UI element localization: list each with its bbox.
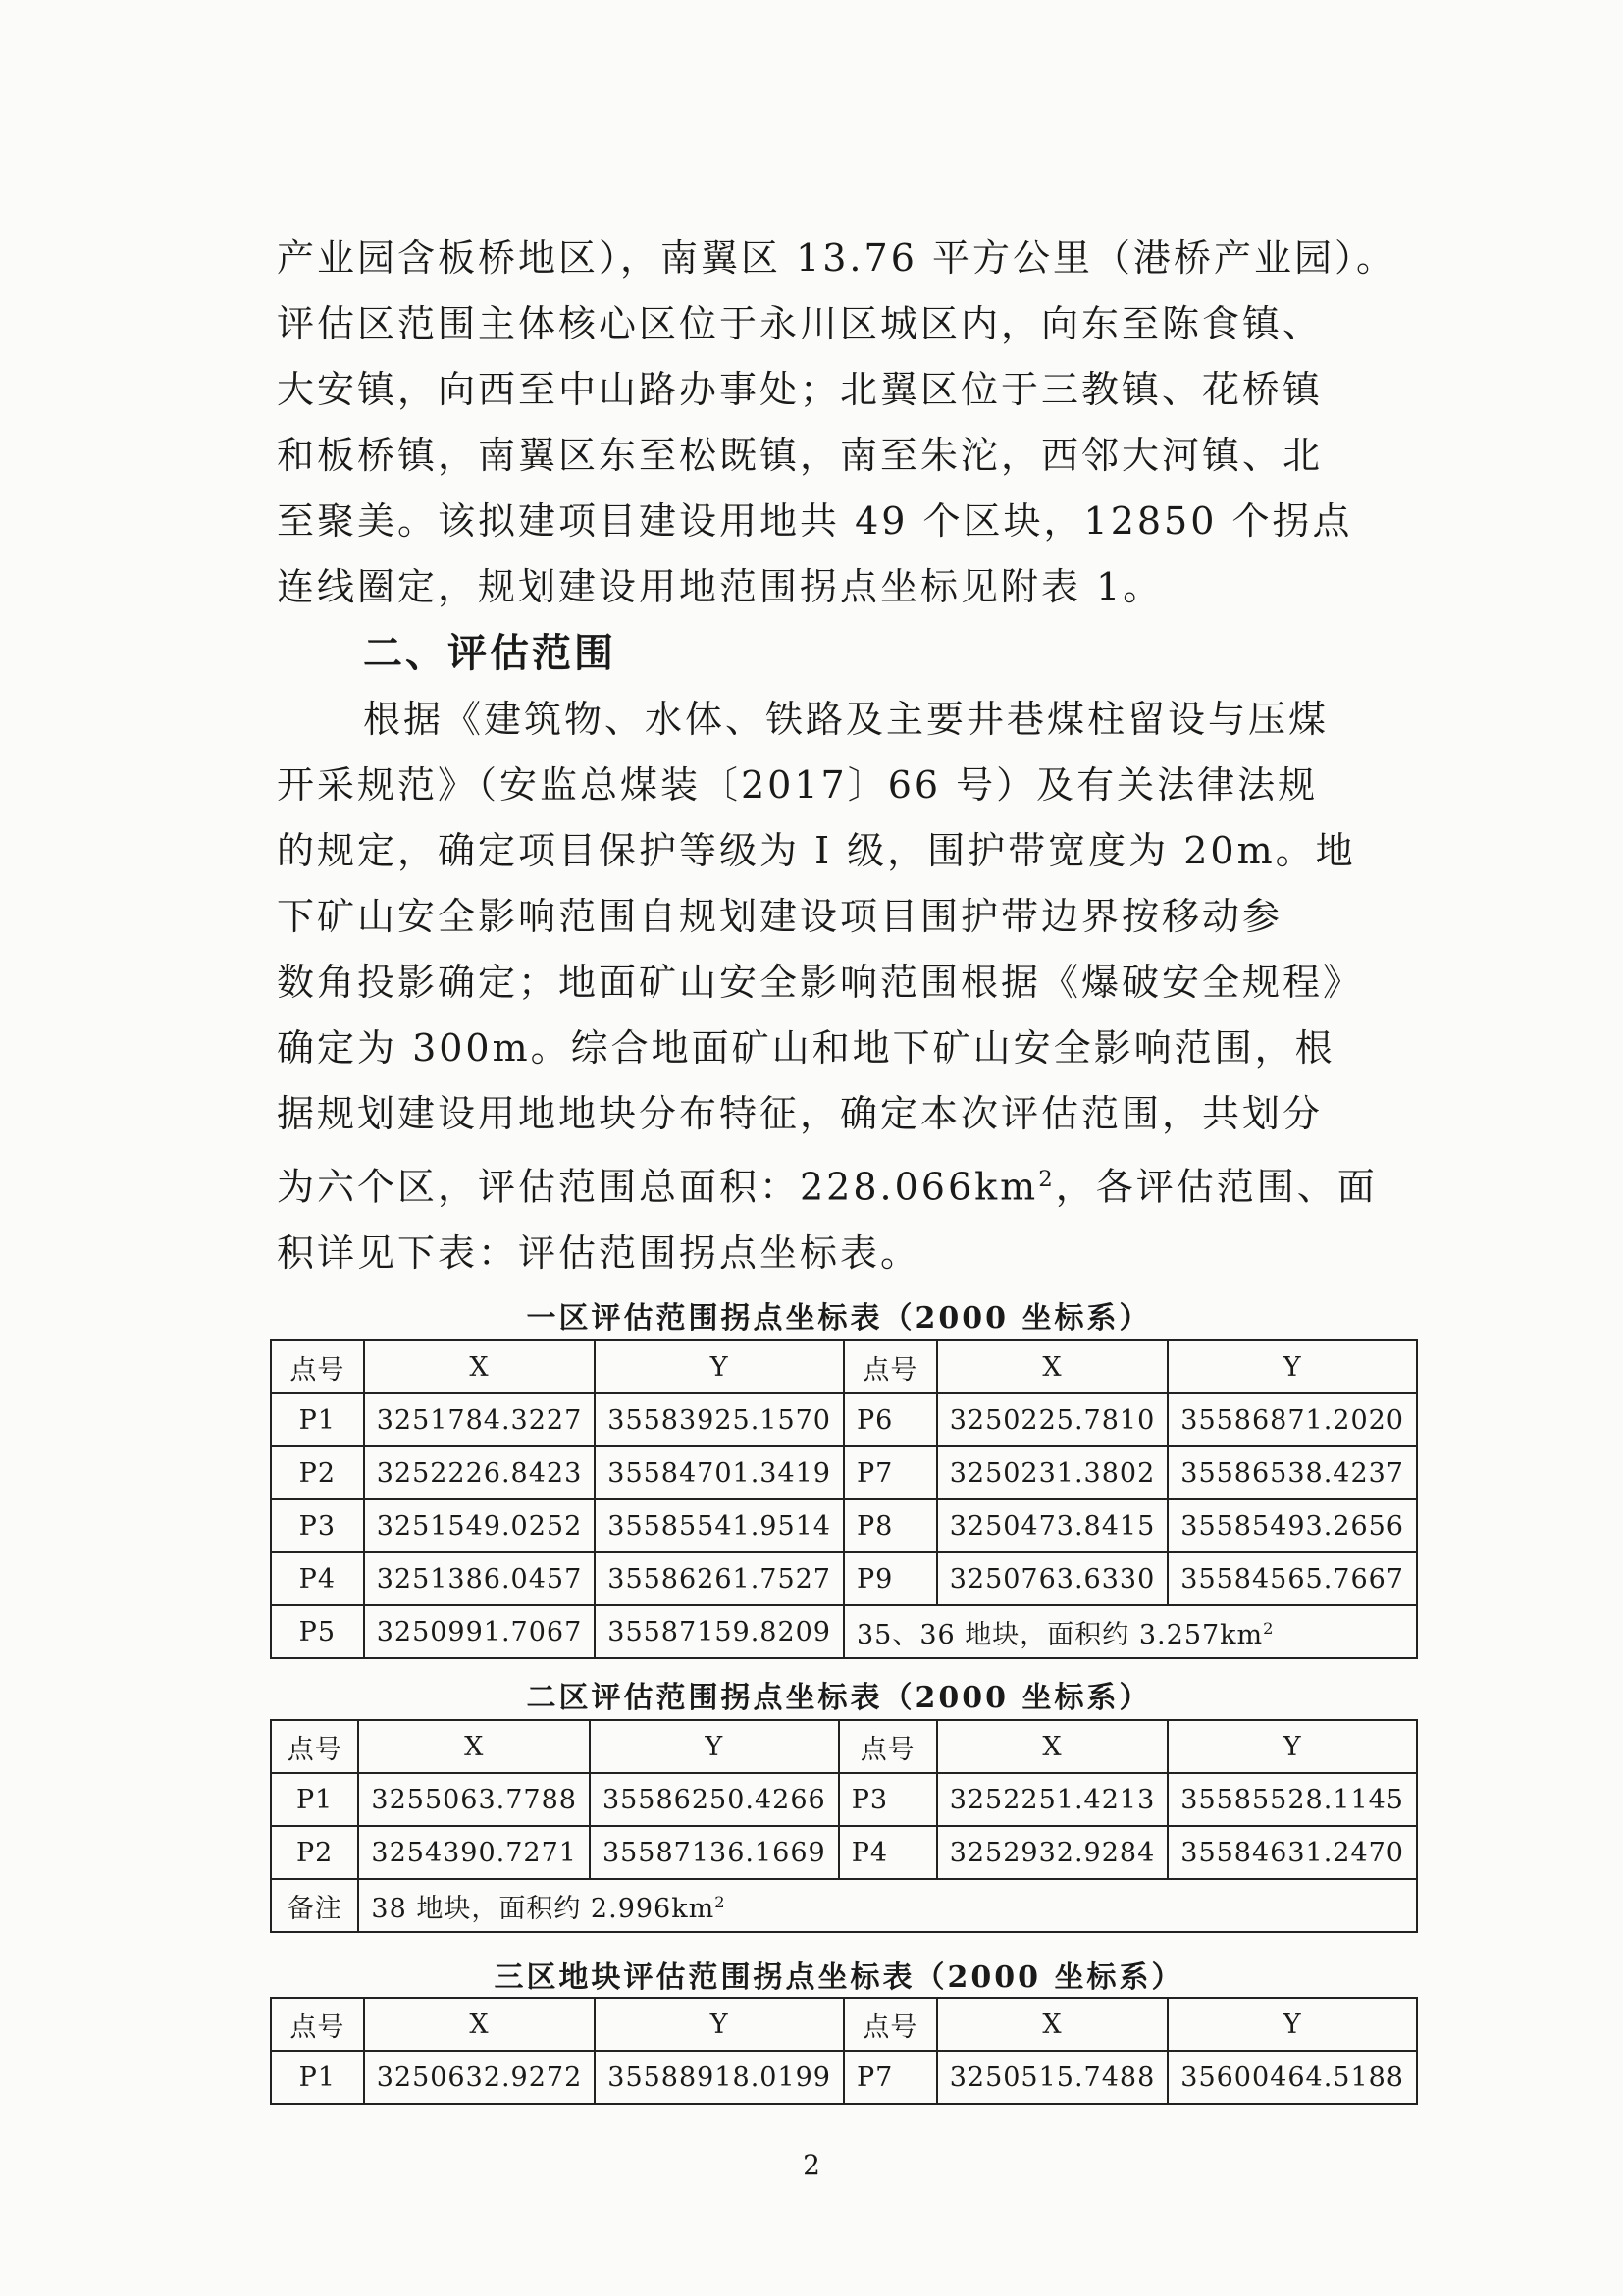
note-cell [844,1605,1417,1658]
cell: P5 [271,1605,364,1658]
cell: 35586261.7527 [595,1552,844,1605]
header-cell: X [937,1720,1169,1773]
text-line: 大安镇，向西至中山路办事处；北翼区位于三教镇、花桥镇 [277,368,1324,411]
table2-caption: 二区评估范围拐点坐标表（2000 坐标系） [526,1681,1152,1715]
remark-label: 备注 [271,1879,358,1932]
header-cell: 点号 [844,1998,937,2051]
cell: 35585541.9514 [595,1499,844,1552]
table-row [271,1552,1417,1605]
area-line [277,1147,1386,1221]
text-line: 和板桥镇，南翼区东至松既镇，南至朱沱，西邻大河镇、北 [277,434,1324,477]
text-line: 下矿山安全影响范围自规划建设项目围护带边界按移动参 [277,895,1283,938]
text-line: 开采规范》（安监总煤装〔2017〕66 号）及有关法律法规 [277,763,1319,807]
table3 [270,1997,1418,2105]
table-header-row [271,1998,1417,2051]
table-header-row [271,1340,1417,1393]
cell: 35588918.0199 [595,2051,844,2104]
cell: P4 [271,1552,364,1605]
cell: 3255063.7788 [358,1773,590,1826]
cell: 35584565.7667 [1168,1552,1417,1605]
cell: 35587159.8209 [595,1605,844,1658]
remark-cell [358,1879,1417,1932]
header-cell: X [364,1998,596,2051]
area-line-prefix: 为六个区，评估范围总面积：228.066km [277,1165,1039,1209]
cell: 3252251.4213 [937,1773,1169,1826]
cell: 35585528.1145 [1168,1773,1417,1826]
cell: P3 [271,1499,364,1552]
text-line: 积详见下表：评估范围拐点坐标表。 [277,1230,921,1275]
header-cell: Y [595,1340,844,1393]
text-line: 根据《建筑物、水体、铁路及主要井巷煤柱留设与压煤 [363,698,1330,741]
header-cell: 点号 [271,1998,364,2051]
cell: 3254390.7271 [358,1826,590,1879]
header-cell: Y [1168,1998,1417,2051]
table-row [271,2051,1417,2104]
note-text: 35、36 地块，面积约 3.257km [857,1619,1264,1650]
cell: P7 [844,2051,937,2104]
cell: 3252226.8423 [364,1446,596,1499]
cell: 3250763.6330 [937,1552,1169,1605]
cell: 3252932.9284 [937,1826,1169,1879]
cell: 3251386.0457 [364,1552,596,1605]
header-cell: X [937,1340,1169,1393]
cell: P3 [839,1773,937,1826]
header-cell: X [358,1720,590,1773]
section-heading: 二、评估范围 [363,630,616,676]
text-line: 连线圈定，规划建设用地范围拐点坐标见附表 1。 [277,565,1164,608]
table3-caption: 三区地块评估范围拐点坐标表（2000 坐标系） [494,1960,1184,1995]
header-cell: X [364,1340,596,1393]
cell: 35586871.2020 [1168,1393,1417,1446]
cell: P7 [844,1446,937,1499]
table-header-row [271,1720,1417,1773]
cell: 3250231.3802 [937,1446,1169,1499]
table-row [271,1773,1417,1826]
cell: P4 [839,1826,937,1879]
header-cell: Y [1168,1720,1417,1773]
cell: 3250225.7810 [937,1393,1169,1446]
cell: 3250473.8415 [937,1499,1169,1552]
intro-paragraph [277,226,1396,620]
cell: P2 [271,1446,364,1499]
table2 [270,1719,1418,1933]
table1-caption: 一区评估范围拐点坐标表（2000 坐标系） [526,1301,1152,1335]
remark-superscript: 2 [714,1892,726,1911]
cell: 35586250.4266 [590,1773,839,1826]
text-line: 据规划建设用地地块分布特征，确定本次评估范围，共划分 [277,1092,1324,1135]
table-row [271,1446,1417,1499]
header-cell: Y [1168,1340,1417,1393]
cell: 3250632.9272 [364,2051,596,2104]
cell: P6 [844,1393,937,1446]
table1 [270,1339,1418,1659]
text-line: 产业园含板桥地区），南翼区 13.76 平方公里（港桥产业园）。 [277,236,1396,280]
cell: 3250991.7067 [364,1605,596,1658]
area-line-suffix: ，各评估范围、面 [1055,1165,1378,1209]
cell: P2 [271,1826,358,1879]
cell: P1 [271,1393,364,1446]
cell: 35584631.2470 [1168,1826,1417,1879]
header-cell: 点号 [839,1720,937,1773]
header-cell: Y [590,1720,839,1773]
text-line: 的规定，确定项目保护等级为 I 级，围护带宽度为 20m。地 [277,829,1356,872]
header-cell: 点号 [271,1720,358,1773]
table-row [271,1879,1417,1932]
table-row [271,1499,1417,1552]
area-superscript: 2 [1038,1167,1056,1192]
cell: 35587136.1669 [590,1826,839,1879]
cell: 35600464.5188 [1168,2051,1417,2104]
text-line: 至聚美。该拟建项目建设用地共 49 个区块，12850 个拐点 [277,499,1353,543]
table-row [271,1393,1417,1446]
table-row [271,1826,1417,1879]
cell: 3251784.3227 [364,1393,596,1446]
cell: 35584701.3419 [595,1446,844,1499]
text-line: 确定为 300m。综合地面矿山和地下矿山安全影响范围，根 [277,1026,1335,1070]
note-superscript: 2 [1263,1618,1275,1638]
cell: 35586538.4237 [1168,1446,1417,1499]
cell: 35583925.1570 [595,1393,844,1446]
text-line: 评估区范围主体核心区位于永川区城区内，向东至陈食镇、 [277,302,1324,345]
cell: P9 [844,1552,937,1605]
cell: 35585493.2656 [1168,1499,1417,1552]
cell: P1 [271,1773,358,1826]
remark-text: 38 地块，面积约 2.996km [371,1893,715,1924]
scope-paragraph [277,687,1386,1286]
cell: 3251549.0252 [364,1499,596,1552]
header-cell: 点号 [271,1340,364,1393]
header-cell: 点号 [844,1340,937,1393]
cell: P1 [271,2051,364,2104]
table-row [271,1605,1417,1658]
header-cell: X [937,1998,1169,2051]
cell: 3250515.7488 [937,2051,1169,2104]
page-number: 2 [803,2149,820,2181]
header-cell: Y [595,1998,844,2051]
text-line: 数角投影确定；地面矿山安全影响范围根据《爆破安全规程》 [277,961,1364,1004]
cell: P8 [844,1499,937,1552]
